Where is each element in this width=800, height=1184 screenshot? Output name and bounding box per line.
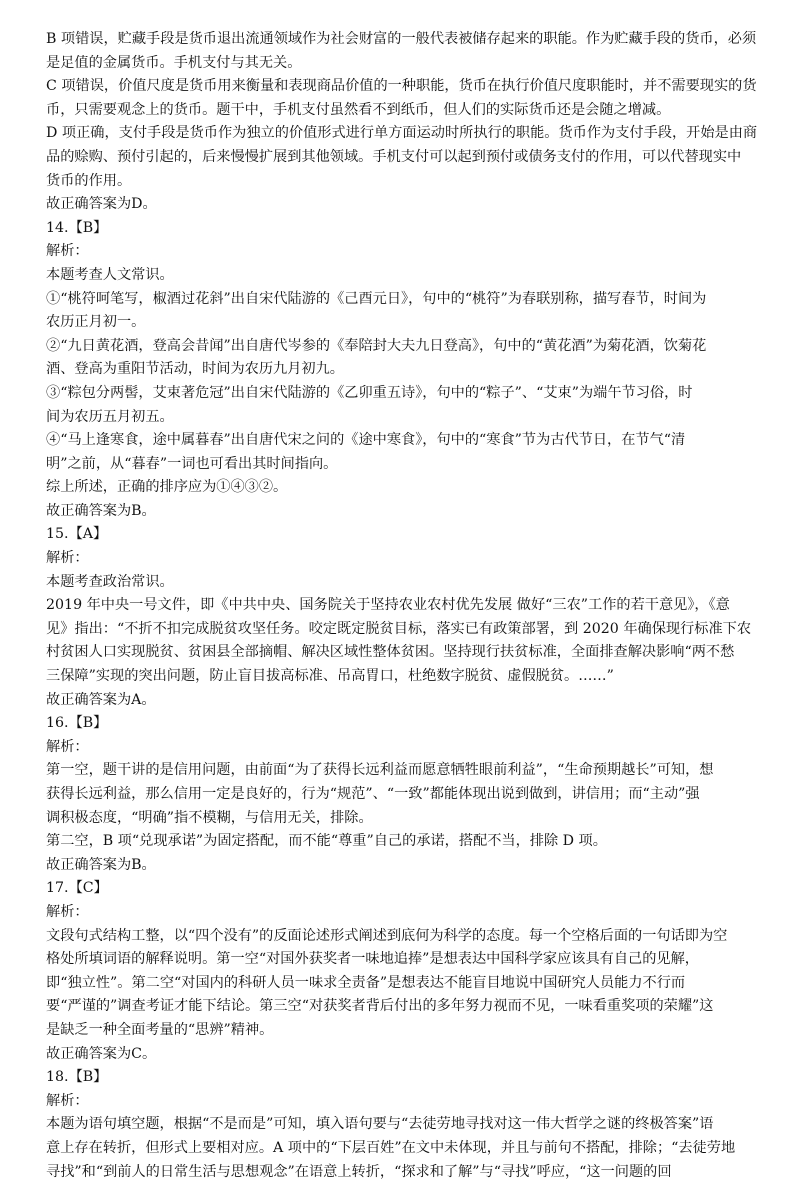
- text-line: 本题考查人文常识。: [46, 264, 754, 288]
- paragraph: [46, 712, 754, 736]
- paragraph: [46, 925, 754, 1043]
- text-line: 间为农历五月初五。: [46, 406, 754, 430]
- text-line: 故正确答案为A。: [46, 689, 754, 713]
- text-line: 调积极态度，“明确”指不模糊，与信用无关，排除。: [46, 807, 754, 831]
- text-line: 即“独立性”。第二空“对国内的科研人员一味求全责备”是想表达不能盲目地说中国研究人员能力不行而: [46, 972, 754, 996]
- text-line: 第二空，B 项“兑现承诺”为固定搭配，而不能“尊重”自己的承诺，搭配不当，排除 D 项。: [46, 830, 754, 854]
- text-line: 解析：: [46, 1090, 754, 1114]
- paragraph: [46, 382, 754, 429]
- text-line: 品的赊购、预付引起的，后来慢慢扩展到其他领域。手机支付可以起到预付或债务支付的作用，可以代替现实中: [46, 146, 754, 170]
- text-line: 明”之前，从“暮春”一词也可看出其时间指向。: [46, 453, 754, 477]
- paragraph: [46, 217, 754, 241]
- text-line: 格处所填词语的解释说明。第一空“对国外获奖者一味地追捧”是想表达中国科学家应该具有自己的见解，: [46, 948, 754, 972]
- text-line: 意上存在转折，但形式上要相对应。A 项中的“下层百姓”在文中未体现，并且与前句不搭配，排除；“去徒劳地: [46, 1137, 754, 1161]
- paragraph: [46, 854, 754, 878]
- text-line: 获得长远利益，那么信用一定是良好的，行为“规范”、“一致”都能体现出说到做到，讲信用；而“主动”强: [46, 783, 754, 807]
- paragraph: [46, 429, 754, 476]
- paragraph: [46, 594, 754, 688]
- text-line: 文段句式结构工整，以“四个没有”的反面论述形式阐述到底何为科学的态度。每一个空格后面的一句话即为空: [46, 925, 754, 949]
- text-line: 本题考查政治常识。: [46, 571, 754, 595]
- text-line: 币，只需要观念上的货币。题干中，手机支付虽然看不到纸币，但人们的实际货币还是会随之增减。: [46, 99, 754, 123]
- text-line: 解析：: [46, 547, 754, 571]
- paragraph: [46, 901, 754, 925]
- paragraph: [46, 75, 754, 122]
- text-line: ②“九日黄花酒，登高会昔闻”出自唐代岑参的《奉陪封大夫九日登高》，句中的“黄花酒”为菊花酒，饮菊花: [46, 335, 754, 359]
- text-line: 综上所述，正确的排序应为①④③②。: [46, 476, 754, 500]
- text-line: 是缺乏一种全面考量的“思辨”精神。: [46, 1019, 754, 1043]
- text-line: 酒、登高为重阳节活动，时间为农历九月初九。: [46, 358, 754, 382]
- text-line: 第一空，题干讲的是信用问题，由前面“为了获得长远利益而愿意牺牲眼前利益”，“生命预期越长”可知，想: [46, 759, 754, 783]
- text-line: 货币的作用。: [46, 170, 754, 194]
- paragraph: [46, 264, 754, 288]
- text-line: 解析：: [46, 240, 754, 264]
- paragraph: [46, 193, 754, 217]
- paragraph: [46, 240, 754, 264]
- text-line: ④“马上逢寒食，途中属暮春”出自唐代宋之问的《途中寒食》，句中的“寒食”节为古代节日，在节气“清: [46, 429, 754, 453]
- text-line: 16.【B】: [46, 712, 754, 736]
- paragraph: [46, 1043, 754, 1067]
- paragraph: [46, 28, 754, 75]
- text-line: 要“严谨的”调查考证才能下结论。第三空“对获奖者背后付出的多年努力视而不见，一味看重奖项的荣耀”这: [46, 995, 754, 1019]
- text-line: 18.【B】: [46, 1066, 754, 1090]
- paragraph: [46, 1113, 754, 1184]
- text-line: 故正确答案为B。: [46, 854, 754, 878]
- text-line: 解析：: [46, 901, 754, 925]
- paragraph: [46, 547, 754, 571]
- paragraph: [46, 830, 754, 854]
- text-line: 2019 年中央一号文件，即《中共中央、国务院关于坚持农业农村优先发展 做好“三农”工作的若干意见》，《意: [46, 594, 754, 618]
- paragraph: [46, 571, 754, 595]
- paragraph: [46, 523, 754, 547]
- text-line: 寻找”和“到前人的日常生活与思想观念”在语意上转折，“探求和了解”与“寻找”呼应，“这一问题的回: [46, 1161, 754, 1184]
- text-line: 14.【B】: [46, 217, 754, 241]
- text-line: 17.【C】: [46, 877, 754, 901]
- text-line: B 项错误，贮藏手段是货币退出流通领域作为社会财富的一般代表被储存起来的职能。作为贮藏手段的货币，必须: [46, 28, 754, 52]
- paragraph: [46, 122, 754, 193]
- text-line: 故正确答案为D。: [46, 193, 754, 217]
- text-line: 解析：: [46, 736, 754, 760]
- text-line: 见》指出：“不折不扣完成脱贫攻坚任务。咬定既定脱贫目标，落实已有政策部署，到 2020 年确保现行标准下农: [46, 618, 754, 642]
- text-line: 故正确答案为C。: [46, 1043, 754, 1067]
- text-line: 本题为语句填空题，根据“不是而是”可知，填入语句要与“去徒劳地寻找对这一伟大哲学之谜的终极答案”语: [46, 1113, 754, 1137]
- text-line: ③“粽包分两髻，艾束著危冠”出自宋代陆游的《乙卯重五诗》，句中的“粽子”、“艾束”为端午节习俗，时: [46, 382, 754, 406]
- paragraph: [46, 335, 754, 382]
- text-line: ①“桃符呵笔写，椒酒过花斜”出自宋代陆游的《己酉元日》，句中的“桃符”为春联别称，描写春节，时间为: [46, 288, 754, 312]
- paragraph: [46, 1066, 754, 1090]
- paragraph: [46, 1090, 754, 1114]
- text-line: D 项正确，支付手段是货币作为独立的价值形式进行单方面运动时所执行的职能。货币作为支付手段，开始是由商: [46, 122, 754, 146]
- paragraph: [46, 288, 754, 335]
- paragraph: [46, 689, 754, 713]
- paragraph: [46, 759, 754, 830]
- text-line: 三保障”实现的突出问题，防止盲目拔高标准、吊高胃口，杜绝数字脱贫、虚假脱贫。……”: [46, 665, 754, 689]
- text-line: 村贫困人口实现脱贫、贫困县全部摘帽、解决区域性整体贫困。坚持现行扶贫标准，全面排查解决影响“两不愁: [46, 641, 754, 665]
- text-line: 农历正月初一。: [46, 311, 754, 335]
- paragraph: [46, 877, 754, 901]
- text-line: C 项错误，价值尺度是货币用来衡量和表现商品价值的一种职能，货币在执行价值尺度职能时，并不需要现实的货: [46, 75, 754, 99]
- paragraph: [46, 476, 754, 500]
- text-line: 故正确答案为B。: [46, 500, 754, 524]
- paragraph: [46, 736, 754, 760]
- text-line: 15.【A】: [46, 523, 754, 547]
- text-line: 是足值的金属货币。手机支付与其无关。: [46, 52, 754, 76]
- paragraph: [46, 500, 754, 524]
